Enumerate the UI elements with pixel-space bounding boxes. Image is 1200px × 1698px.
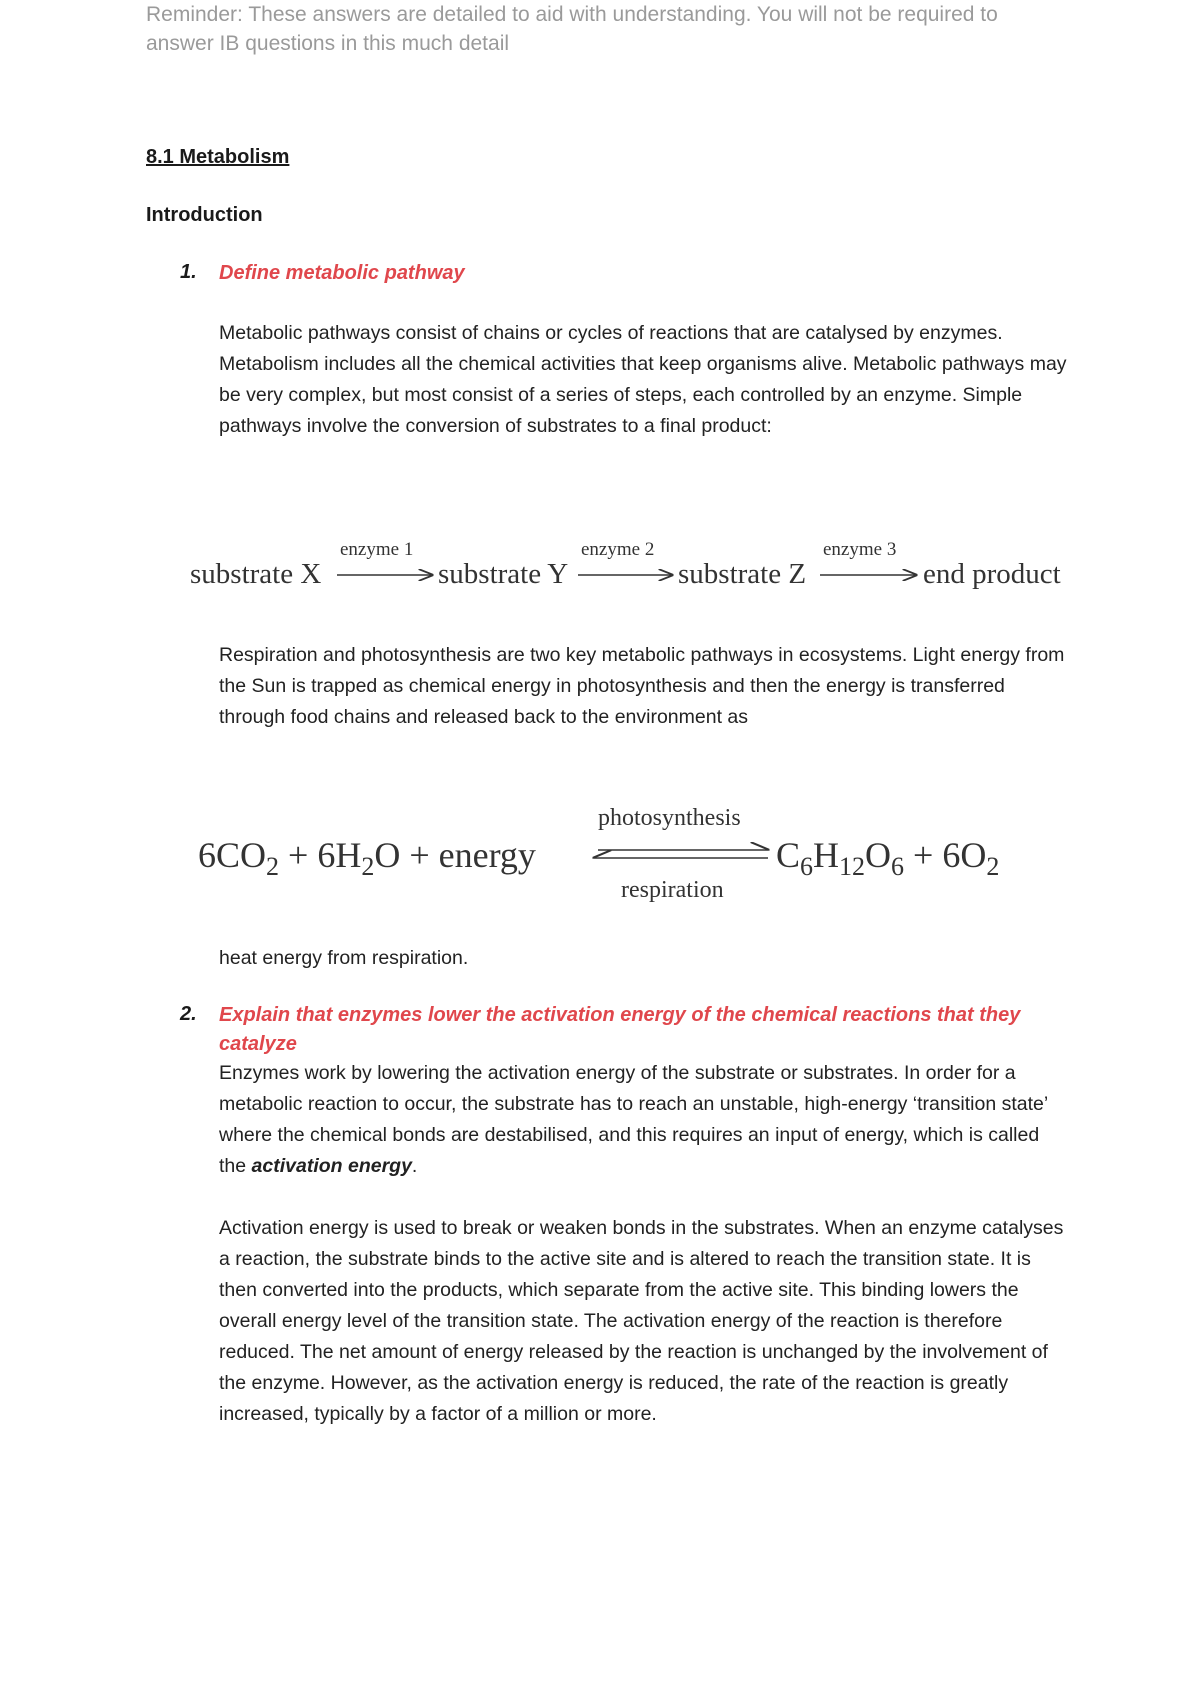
- photosynthesis-equation: [0, 800, 1200, 910]
- question-title: Explain that enzymes lower the activation energy of the chemical reactions that they catalyze: [219, 1004, 1021, 1055]
- question-number: 1.: [180, 261, 197, 283]
- paragraph: Metabolic pathways consist of chains or cycles of reactions that are catalysed by enzymes. Metabolism includes all the chemical activities that keep organisms alive. Metabolic pathways may be very complex, but most consist of a series of steps, each controlled by an enzyme. Simple pathways involve the conversion of substrates to a final product:: [219, 322, 1067, 437]
- pathway-node-substrate-z: substrate Z: [678, 558, 807, 590]
- reverse-label-respiration: respiration: [621, 877, 724, 903]
- pathway-node-substrate-x: substrate X: [190, 558, 322, 590]
- paragraph: Activation energy is used to break or weaken bonds in the substrates. When an enzyme catalyses a reaction, the substrate binds to the active site and is altered to reach the transition state. It is then converted into the products, which separate from the active site. This binding lowers the overall energy level of the transition state. The activation energy of the reaction is therefore reduced. The net amount of energy released by the reaction is unchanged by the involvement of the enzyme. However, as the activation energy is reduced, the rate of the reaction is greatly increased, typically by a factor of a million or more.: [219, 1217, 1064, 1425]
- equation-reactants: $6CO_2 + 6H_2O$ + energy: [198, 835, 536, 881]
- introduction-heading: Introduction: [146, 204, 263, 226]
- section-title: 8.1 Metabolism: [146, 146, 290, 168]
- equation-products: $C_6H_{12}O_6 + 6O_2$: [776, 835, 1000, 881]
- paragraph: Respiration and photosynthesis are two key metabolic pathways in ecosystems. Light energy from the Sun is trapped as chemical energy in photosynthesis and then the energy is transferred through food chains and released back to the environment as: [219, 644, 1065, 728]
- paragraph: heat energy from respiration.: [219, 947, 469, 969]
- metabolic-pathway-diagram: [0, 535, 1200, 595]
- emphasis-activation-energy: activation energy: [251, 1155, 412, 1177]
- pathway-node-substrate-y: substrate Y: [438, 558, 569, 590]
- pathway-enzyme-3: enzyme 3: [823, 539, 897, 560]
- pathway-enzyme-1: enzyme 1: [340, 539, 414, 560]
- question-number: 2.: [180, 1003, 197, 1025]
- reminder-note: Reminder: These answers are detailed to aid with understanding. You will not be required to answer IB questions in this much detail: [146, 3, 998, 55]
- pathway-node-end-product: end product: [923, 558, 1061, 590]
- pathway-enzyme-2: enzyme 2: [581, 539, 655, 560]
- paragraph: Enzymes work by lowering the activation energy of the substrate or substrates. In order for a metabolic reaction to occur, the substrate has to reach an unstable, high-energy ‘transition state’ where the chemical bonds are destabilised, and this requires an input of energy, which is called the activation energy.: [219, 1062, 1048, 1177]
- question-title: Define metabolic pathway: [219, 262, 465, 284]
- forward-label-photosynthesis: photosynthesis: [598, 805, 741, 831]
